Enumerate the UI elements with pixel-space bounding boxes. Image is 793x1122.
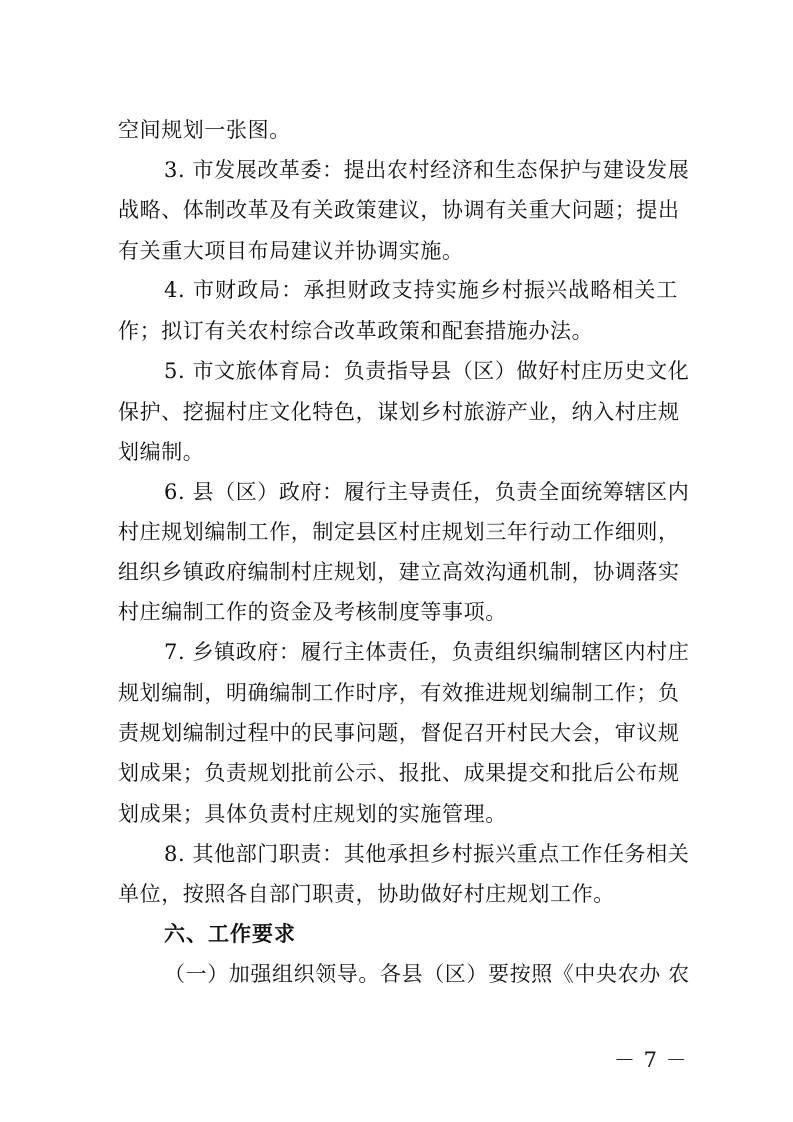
section-heading: 六、工作要求 — [164, 922, 296, 946]
page-number: － 7 － — [614, 1048, 688, 1072]
text-line: （一）加强组织领导。各县（区）要按照《中央农办 农 — [164, 962, 690, 986]
text-line: 5. 市文旅体育局：负责指导县（区）做好村庄历史文化 — [164, 359, 690, 383]
text-line: 6. 县（区）政府：履行主导责任，负责全面统筹辖区内 — [164, 480, 690, 504]
text-line: 空间规划一张图。 — [118, 118, 291, 142]
text-line: 保护、挖掘村庄文化特色，谋划乡村旅游产业，纳入村庄规 — [118, 400, 680, 424]
text-line: 划编制。 — [118, 440, 205, 464]
text-line: 组织乡镇政府编制村庄规划，建立高效沟通机制，协调落实 — [118, 560, 680, 584]
text-line: 战略、体制改革及有关政策建议，协调有关重大问题；提出 — [118, 198, 680, 222]
text-line: 作；拟订有关农村综合改革政策和配套措施办法。 — [118, 319, 594, 343]
text-line: 8. 其他部门职责：其他承担乡村振兴重点工作任务相关 — [164, 842, 690, 866]
text-line: 划成果；具体负责村庄规划的实施管理。 — [118, 802, 507, 826]
text-line: 划成果；负责规划批前公示、报批、成果提交和批后公布规 — [118, 761, 680, 785]
text-line: 规划编制，明确编制工作时序，有效推进规划编制工作；负 — [118, 681, 680, 705]
text-line: 单位，按照各自部门职责，协助做好村庄规划工作。 — [118, 882, 615, 906]
text-line: 7. 乡镇政府：履行主体责任，负责组织编制辖区内村庄 — [164, 640, 690, 664]
text-line: 责规划编制过程中的民事问题，督促召开村民大会，审议规 — [118, 721, 680, 745]
text-line: 村庄规划编制工作，制定县区村庄规划三年行动工作细则， — [118, 520, 680, 544]
text-line: 3. 市发展改革委：提出农村经济和生态保护与建设发展 — [164, 158, 690, 182]
text-line: 有关重大项目布局建议并协调实施。 — [118, 239, 464, 263]
text-line: 4. 市财政局：承担财政支持实施乡村振兴战略相关工 — [164, 278, 678, 302]
text-line: 村庄编制工作的资金及考核制度等事项。 — [118, 600, 507, 624]
